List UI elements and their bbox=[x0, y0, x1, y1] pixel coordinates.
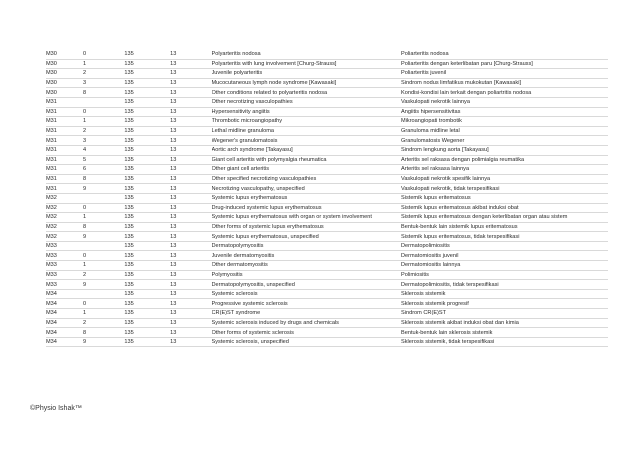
chapter-cell: 135 bbox=[124, 126, 170, 136]
indonesian-term-cell: Polimiositis bbox=[401, 270, 608, 280]
indonesian-term-cell: Poliarteritis nodosa bbox=[401, 50, 608, 59]
indonesian-term-cell: Dermatomiositis juvenil bbox=[401, 251, 608, 261]
indonesian-term-cell: Sistemik lupus eritematosus, tidak terspesifikasi bbox=[401, 232, 608, 242]
code-cell: M34 bbox=[46, 289, 83, 299]
english-term-cell: Other forms of systemic sclerosis bbox=[212, 328, 402, 338]
block-cell: 13 bbox=[170, 270, 211, 280]
code-cell: M30 bbox=[46, 78, 83, 88]
block-cell: 13 bbox=[170, 59, 211, 69]
chapter-cell: 135 bbox=[124, 145, 170, 155]
indonesian-term-cell: Granulomatosis Wegener bbox=[401, 136, 608, 146]
english-term-cell: Aortic arch syndrome [Takayasu] bbox=[212, 145, 402, 155]
block-cell: 13 bbox=[170, 97, 211, 107]
table-row bbox=[46, 136, 608, 146]
block-cell: 13 bbox=[170, 289, 211, 299]
subcode-cell: 6 bbox=[83, 165, 124, 175]
code-cell: M32 bbox=[46, 203, 83, 213]
english-term-cell: Progressive systemic sclerosis bbox=[212, 299, 402, 309]
indonesian-term-cell: Kondisi-kondisi lain terkait dengan poliartritis nodosa bbox=[401, 88, 608, 98]
subcode-cell: 1 bbox=[83, 213, 124, 223]
table-row bbox=[46, 78, 608, 88]
block-cell: 13 bbox=[170, 299, 211, 309]
indonesian-term-cell: Sistemik lupus eritematosus akibat induksi obat bbox=[401, 203, 608, 213]
table-row bbox=[46, 165, 608, 175]
chapter-cell: 135 bbox=[124, 184, 170, 194]
block-cell: 13 bbox=[170, 337, 211, 347]
indonesian-term-cell: Sklerosis sistemik progresif bbox=[401, 299, 608, 309]
chapter-cell: 135 bbox=[124, 318, 170, 328]
code-cell: M31 bbox=[46, 184, 83, 194]
code-cell: M32 bbox=[46, 222, 83, 232]
english-term-cell: Juvenile polyarteritis bbox=[212, 69, 402, 79]
block-cell: 13 bbox=[170, 78, 211, 88]
table-row bbox=[46, 174, 608, 184]
english-term-cell: Systemic lupus erythematosus bbox=[212, 193, 402, 203]
block-cell: 13 bbox=[170, 203, 211, 213]
chapter-cell: 135 bbox=[124, 78, 170, 88]
indonesian-term-cell: Sistemik lupus eritematosus dengan keterlibatan organ atau sistem bbox=[401, 213, 608, 223]
indonesian-term-cell: Bentuk-bentuk lain sistemik lupus eritematosus bbox=[401, 222, 608, 232]
table-row bbox=[46, 155, 608, 165]
chapter-cell: 135 bbox=[124, 165, 170, 175]
code-cell: M31 bbox=[46, 126, 83, 136]
indonesian-term-cell: Sindrom CR(E)ST bbox=[401, 309, 608, 319]
code-cell: M33 bbox=[46, 280, 83, 290]
indonesian-term-cell: Sklerosis sistemik akibat induksi obat dan kimia bbox=[401, 318, 608, 328]
table-row bbox=[46, 280, 608, 290]
english-term-cell: Systemic sclerosis induced by drugs and chemicals bbox=[212, 318, 402, 328]
english-term-cell: Hypersensitivity angiitis bbox=[212, 107, 402, 117]
subcode-cell bbox=[83, 241, 124, 251]
subcode-cell bbox=[83, 97, 124, 107]
block-cell: 13 bbox=[170, 309, 211, 319]
code-cell: M30 bbox=[46, 88, 83, 98]
subcode-cell: 1 bbox=[83, 117, 124, 127]
table-row bbox=[46, 232, 608, 242]
table-row bbox=[46, 184, 608, 194]
table-row bbox=[46, 299, 608, 309]
block-cell: 13 bbox=[170, 261, 211, 271]
table-row bbox=[46, 251, 608, 261]
chapter-cell: 135 bbox=[124, 251, 170, 261]
table-row bbox=[46, 241, 608, 251]
table-row bbox=[46, 59, 608, 69]
code-cell: M31 bbox=[46, 117, 83, 127]
subcode-cell: 9 bbox=[83, 232, 124, 242]
english-term-cell: Necrotizing vasculopathy, unspecified bbox=[212, 184, 402, 194]
subcode-cell: 0 bbox=[83, 50, 124, 59]
table-row bbox=[46, 318, 608, 328]
table-row bbox=[46, 222, 608, 232]
subcode-cell: 1 bbox=[83, 309, 124, 319]
chapter-cell: 135 bbox=[124, 59, 170, 69]
table-row bbox=[46, 107, 608, 117]
block-cell: 13 bbox=[170, 145, 211, 155]
code-cell: M33 bbox=[46, 261, 83, 271]
subcode-cell: 9 bbox=[83, 337, 124, 347]
chapter-cell: 135 bbox=[124, 222, 170, 232]
block-cell: 13 bbox=[170, 318, 211, 328]
chapter-cell: 135 bbox=[124, 174, 170, 184]
subcode-cell: 2 bbox=[83, 69, 124, 79]
table-row bbox=[46, 117, 608, 127]
code-table-sheet bbox=[46, 50, 608, 390]
code-cell: M34 bbox=[46, 318, 83, 328]
subcode-cell: 8 bbox=[83, 88, 124, 98]
code-cell: M33 bbox=[46, 251, 83, 261]
code-cell: M32 bbox=[46, 193, 83, 203]
indonesian-term-cell: Sindrom nodus limfatikus mukokutan [Kawasaki] bbox=[401, 78, 608, 88]
subcode-cell: 9 bbox=[83, 280, 124, 290]
indonesian-term-cell: Mikroangiopati trombotik bbox=[401, 117, 608, 127]
chapter-cell: 135 bbox=[124, 136, 170, 146]
table-row bbox=[46, 337, 608, 347]
table-row bbox=[46, 213, 608, 223]
english-term-cell: Systemic lupus erythematosus with organ or system involvement bbox=[212, 213, 402, 223]
english-term-cell: Other necrotizing vasculopathies bbox=[212, 97, 402, 107]
code-cell: M30 bbox=[46, 59, 83, 69]
block-cell: 13 bbox=[170, 328, 211, 338]
indonesian-term-cell: Sklerosis sistemik bbox=[401, 289, 608, 299]
indonesian-term-cell: Poliarteritis juvenil bbox=[401, 69, 608, 79]
table-row bbox=[46, 270, 608, 280]
chapter-cell: 135 bbox=[124, 270, 170, 280]
indonesian-term-cell: Sindrom lengkung aorta [Takayasu] bbox=[401, 145, 608, 155]
block-cell: 13 bbox=[170, 107, 211, 117]
block-cell: 13 bbox=[170, 213, 211, 223]
code-cell: M31 bbox=[46, 136, 83, 146]
indonesian-term-cell: Arteritis sel raksasa dengan polimialgia reumatika bbox=[401, 155, 608, 165]
english-term-cell: Other giant cell arteritis bbox=[212, 165, 402, 175]
table-row bbox=[46, 193, 608, 203]
block-cell: 13 bbox=[170, 69, 211, 79]
table-row bbox=[46, 50, 608, 59]
indonesian-term-cell: Poliarteritis dengan keterlibatan paru [Churg-Strauss] bbox=[401, 59, 608, 69]
indonesian-term-cell: Vaskulopati nekrotik spesifik lainnya bbox=[401, 174, 608, 184]
subcode-cell: 2 bbox=[83, 318, 124, 328]
subcode-cell: 1 bbox=[83, 261, 124, 271]
code-cell: M34 bbox=[46, 337, 83, 347]
chapter-cell: 135 bbox=[124, 193, 170, 203]
subcode-cell: 0 bbox=[83, 203, 124, 213]
code-cell: M31 bbox=[46, 174, 83, 184]
subcode-cell: 2 bbox=[83, 270, 124, 280]
block-cell: 13 bbox=[170, 50, 211, 59]
subcode-cell: 8 bbox=[83, 328, 124, 338]
subcode-cell: 8 bbox=[83, 222, 124, 232]
subcode-cell: 4 bbox=[83, 145, 124, 155]
chapter-cell: 135 bbox=[124, 88, 170, 98]
block-cell: 13 bbox=[170, 184, 211, 194]
subcode-cell: 3 bbox=[83, 78, 124, 88]
code-cell: M31 bbox=[46, 145, 83, 155]
english-term-cell: Dermatopolymyositis, unspecified bbox=[212, 280, 402, 290]
block-cell: 13 bbox=[170, 232, 211, 242]
table-row bbox=[46, 126, 608, 136]
code-cell: M30 bbox=[46, 69, 83, 79]
chapter-cell: 135 bbox=[124, 50, 170, 59]
english-term-cell: Systemic lupus erythematosus, unspecified bbox=[212, 232, 402, 242]
chapter-cell: 135 bbox=[124, 261, 170, 271]
block-cell: 13 bbox=[170, 251, 211, 261]
table-row bbox=[46, 328, 608, 338]
block-cell: 13 bbox=[170, 222, 211, 232]
english-term-cell: Systemic sclerosis, unspecified bbox=[212, 337, 402, 347]
code-cell: M30 bbox=[46, 50, 83, 59]
subcode-cell: 9 bbox=[83, 184, 124, 194]
english-term-cell: CR(E)ST syndrome bbox=[212, 309, 402, 319]
table-row bbox=[46, 289, 608, 299]
english-term-cell: Thrombotic microangiopathy bbox=[212, 117, 402, 127]
subcode-cell bbox=[83, 289, 124, 299]
english-term-cell: Polyarteritis with lung involvement [Churg-Strauss] bbox=[212, 59, 402, 69]
english-term-cell: Other dermatomyositis bbox=[212, 261, 402, 271]
chapter-cell: 135 bbox=[124, 213, 170, 223]
table-row bbox=[46, 261, 608, 271]
indonesian-term-cell: Granuloma midline letal bbox=[401, 126, 608, 136]
indonesian-term-cell: Sklerosis sistemik, tidak terspesifikasi bbox=[401, 337, 608, 347]
chapter-cell: 135 bbox=[124, 97, 170, 107]
table-row bbox=[46, 309, 608, 319]
block-cell: 13 bbox=[170, 193, 211, 203]
code-cell: M31 bbox=[46, 155, 83, 165]
chapter-cell: 135 bbox=[124, 280, 170, 290]
indonesian-term-cell: Bentuk-bentuk lain sklerosis sistemik bbox=[401, 328, 608, 338]
chapter-cell: 135 bbox=[124, 241, 170, 251]
code-cell: M32 bbox=[46, 213, 83, 223]
english-term-cell: Wegener's granulomatosis bbox=[212, 136, 402, 146]
english-term-cell: Other specified necrotizing vasculopathies bbox=[212, 174, 402, 184]
english-term-cell: Giant cell arteritis with polymyalgia rheumatica bbox=[212, 155, 402, 165]
table-row bbox=[46, 203, 608, 213]
english-term-cell: Mucocutaneous lymph node syndrome [Kawasaki] bbox=[212, 78, 402, 88]
code-cell: M33 bbox=[46, 270, 83, 280]
indonesian-term-cell: Vaskulopati nekrotik lainnya bbox=[401, 97, 608, 107]
block-cell: 13 bbox=[170, 241, 211, 251]
block-cell: 13 bbox=[170, 126, 211, 136]
chapter-cell: 135 bbox=[124, 289, 170, 299]
english-term-cell: Juvenile dermatomyositis bbox=[212, 251, 402, 261]
chapter-cell: 135 bbox=[124, 299, 170, 309]
chapter-cell: 135 bbox=[124, 337, 170, 347]
subcode-cell: 0 bbox=[83, 107, 124, 117]
english-term-cell: Polyarteritis nodosa bbox=[212, 50, 402, 59]
table-body bbox=[46, 50, 608, 347]
code-cell: M32 bbox=[46, 232, 83, 242]
indonesian-term-cell: Sistemik lupus eritematosus bbox=[401, 193, 608, 203]
chapter-cell: 135 bbox=[124, 328, 170, 338]
subcode-cell bbox=[83, 193, 124, 203]
code-cell: M33 bbox=[46, 241, 83, 251]
block-cell: 13 bbox=[170, 136, 211, 146]
subcode-cell: 3 bbox=[83, 136, 124, 146]
chapter-cell: 135 bbox=[124, 69, 170, 79]
indonesian-term-cell: Vaskulopati nekrotik, tidak terspesifikasi bbox=[401, 184, 608, 194]
code-cell: M31 bbox=[46, 107, 83, 117]
subcode-cell: 0 bbox=[83, 251, 124, 261]
icd-code-table bbox=[46, 50, 608, 347]
block-cell: 13 bbox=[170, 165, 211, 175]
chapter-cell: 135 bbox=[124, 107, 170, 117]
english-term-cell: Systemic sclerosis bbox=[212, 289, 402, 299]
code-cell: M31 bbox=[46, 97, 83, 107]
indonesian-term-cell: Arteritis sel raksasa lainnya bbox=[401, 165, 608, 175]
table-row bbox=[46, 69, 608, 79]
table-row bbox=[46, 88, 608, 98]
block-cell: 13 bbox=[170, 280, 211, 290]
indonesian-term-cell: Dermatopolimiositis, tidak terspesifikasi bbox=[401, 280, 608, 290]
english-term-cell: Dermatopolymyositis bbox=[212, 241, 402, 251]
subcode-cell: 2 bbox=[83, 126, 124, 136]
subcode-cell: 5 bbox=[83, 155, 124, 165]
indonesian-term-cell: Dermatomiositis lainnya bbox=[401, 261, 608, 271]
block-cell: 13 bbox=[170, 155, 211, 165]
block-cell: 13 bbox=[170, 117, 211, 127]
code-cell: M31 bbox=[46, 165, 83, 175]
english-term-cell: Polymyositis bbox=[212, 270, 402, 280]
block-cell: 13 bbox=[170, 88, 211, 98]
code-cell: M34 bbox=[46, 299, 83, 309]
chapter-cell: 135 bbox=[124, 309, 170, 319]
english-term-cell: Other forms of systemic lupus erythematosus bbox=[212, 222, 402, 232]
english-term-cell: Drug-induced systemic lupus erythematosus bbox=[212, 203, 402, 213]
chapter-cell: 135 bbox=[124, 203, 170, 213]
indonesian-term-cell: Dermatopolimiositis bbox=[401, 241, 608, 251]
block-cell: 13 bbox=[170, 174, 211, 184]
table-row bbox=[46, 97, 608, 107]
table-row bbox=[46, 145, 608, 155]
indonesian-term-cell: Angiitis hipersensitivitas bbox=[401, 107, 608, 117]
chapter-cell: 135 bbox=[124, 232, 170, 242]
copyright-footer: ©Physio Ishak™ bbox=[30, 405, 82, 412]
english-term-cell: Other conditions related to polyarteritis nodosa bbox=[212, 88, 402, 98]
chapter-cell: 135 bbox=[124, 117, 170, 127]
chapter-cell: 135 bbox=[124, 155, 170, 165]
subcode-cell: 8 bbox=[83, 174, 124, 184]
english-term-cell: Lethal midline granuloma bbox=[212, 126, 402, 136]
code-cell: M34 bbox=[46, 328, 83, 338]
code-cell: M34 bbox=[46, 309, 83, 319]
subcode-cell: 0 bbox=[83, 299, 124, 309]
subcode-cell: 1 bbox=[83, 59, 124, 69]
